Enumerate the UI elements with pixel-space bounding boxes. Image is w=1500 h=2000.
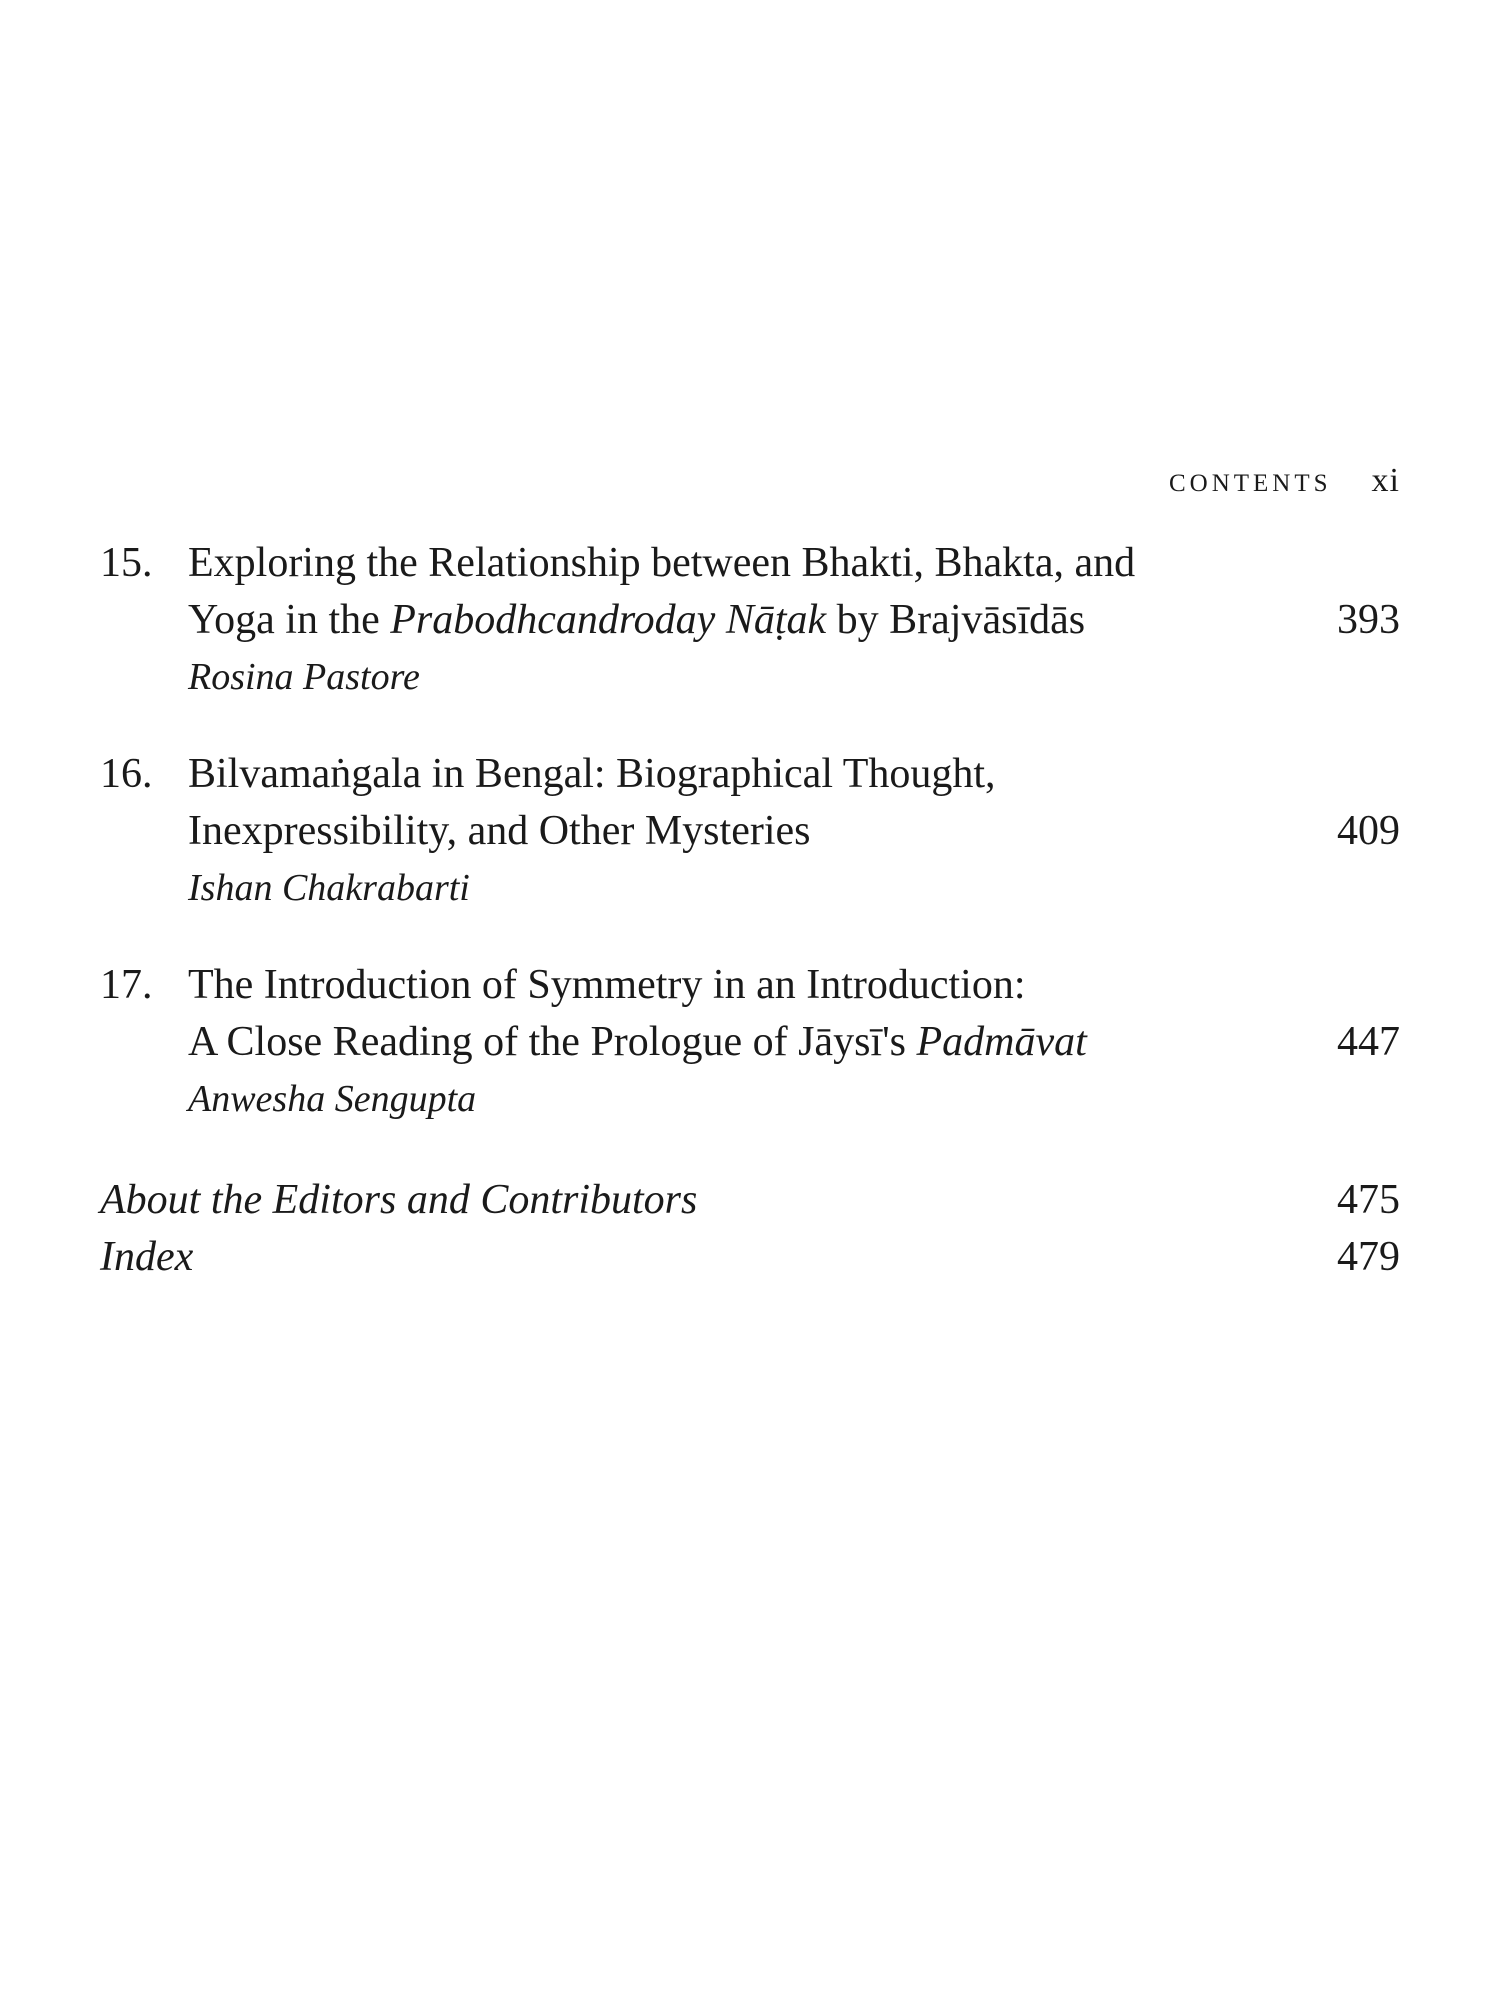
- backmatter-title: Index: [100, 1234, 194, 1280]
- chapter-title-line-2: [188, 1014, 1238, 1071]
- contents-entry-16: [100, 746, 1400, 917]
- title-text: by Brajvāsīdās: [826, 597, 1086, 643]
- backmatter-page-number: 479: [1337, 1234, 1400, 1280]
- contents-entry-15: [100, 535, 1400, 706]
- chapter-number: 16.: [100, 751, 153, 797]
- chapter-title: [188, 746, 1238, 917]
- chapter-title-line-2: [188, 592, 1238, 649]
- chapter-number: 17.: [100, 962, 153, 1008]
- chapter-title: [188, 957, 1238, 1128]
- backmatter-item-about-editors: [100, 1172, 1400, 1229]
- contents-list: [100, 535, 1400, 1168]
- chapter-page-number: 409: [1337, 808, 1400, 854]
- backmatter-list: [100, 1172, 1400, 1286]
- chapter-title-line-2: Inexpressibility, and Other Mysteries: [188, 808, 811, 854]
- title-text: Yoga in the: [188, 597, 391, 643]
- chapter-title-line-1: Exploring the Relationship between Bhakti, Bhakta, and: [188, 540, 1136, 586]
- running-head-label: CONTENTS: [1168, 470, 1332, 497]
- title-italic-text: Padmāvat: [916, 1019, 1087, 1065]
- title-italic-text: Prabodhcandroday Nāṭak: [390, 597, 827, 643]
- chapter-title-line-1: The Introduction of Symmetry in an Introduction:: [188, 962, 1026, 1008]
- chapter-page-number: 447: [1337, 1019, 1400, 1065]
- chapter-author: Ishan Chakrabarti: [188, 867, 470, 909]
- chapter-page-number: 393: [1337, 597, 1400, 643]
- chapter-number: 15.: [100, 540, 153, 586]
- title-text: A Close Reading of the Prologue of Jāysī's: [188, 1019, 917, 1065]
- page-folio: xi: [1371, 462, 1400, 499]
- backmatter-title: About the Editors and Contributors: [100, 1177, 698, 1223]
- backmatter-item-index: [100, 1229, 1400, 1286]
- contents-entry-17: [100, 957, 1400, 1128]
- chapter-author: Rosina Pastore: [188, 656, 420, 698]
- chapter-title-line-1: Bilvamaṅgala in Bengal: Biographical Thought,: [188, 751, 996, 797]
- chapter-title: [188, 535, 1238, 706]
- running-head: [1169, 462, 1400, 500]
- backmatter-page-number: 475: [1337, 1177, 1400, 1223]
- chapter-author: Anwesha Sengupta: [188, 1078, 477, 1120]
